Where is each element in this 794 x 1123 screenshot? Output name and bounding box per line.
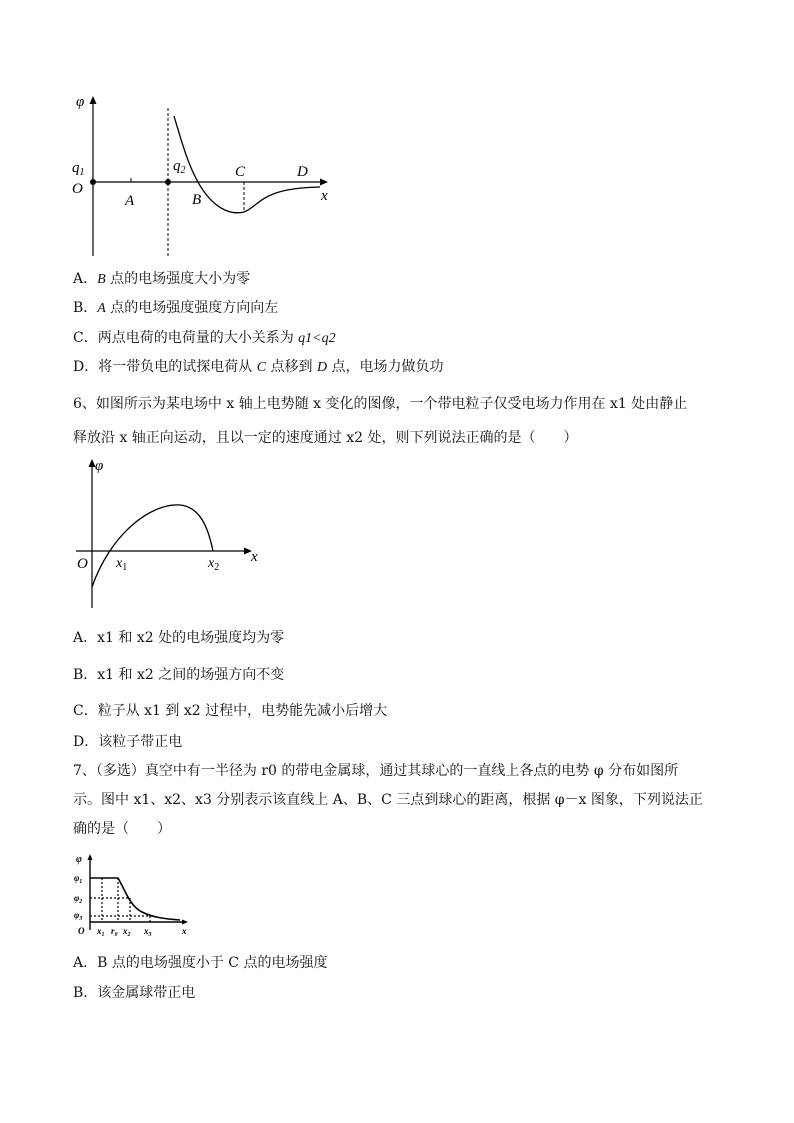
q5-option-d: D．将一带负电的试探电荷从 C 点移到 D 点，电场力做负功 bbox=[73, 359, 444, 375]
figure-3-potential-graph bbox=[72, 850, 197, 940]
phi-axis-label: φ bbox=[76, 854, 82, 865]
q6-option-c: C．粒子从 x1 到 x2 过程中，电势能先减小后增大 bbox=[73, 703, 388, 719]
q6-option-d: D．该粒子带正电 bbox=[73, 734, 183, 750]
figure-1-potential-graph bbox=[60, 88, 350, 263]
x-axis-label: x bbox=[321, 188, 328, 204]
figure-2-potential-graph bbox=[70, 455, 270, 615]
x2-label: $x_2$ bbox=[123, 926, 131, 938]
D-label: D bbox=[297, 164, 308, 180]
potential-curve bbox=[92, 505, 213, 587]
x-axis-label: x bbox=[251, 549, 258, 565]
y-axis-arrow bbox=[90, 96, 97, 104]
q6-stem-line-2: 释放沿 x 轴正向运动，且以一定的速度通过 x2 处，则下列说法正确的是（ ） bbox=[73, 430, 578, 446]
phi1-label: $\varphi_1$ bbox=[74, 873, 83, 885]
q6-option-b: B．x1 和 x2 之间的场强方向不变 bbox=[73, 667, 285, 683]
q6-option-a: A．x1 和 x2 处的电场强度均为零 bbox=[73, 630, 285, 646]
B-label: B bbox=[192, 192, 202, 208]
q7-option-a: A．B 点的电场强度小于 C 点的电场强度 bbox=[73, 955, 328, 971]
origin-label: O bbox=[78, 926, 85, 936]
x1-label: $x_1$ bbox=[97, 926, 105, 938]
x-axis-arrow bbox=[320, 179, 328, 186]
phi3-label: $\varphi_3$ bbox=[74, 910, 83, 922]
r0-label: $r_0$ bbox=[111, 926, 118, 938]
q7-stem-line-1: 7、（多选）真空中有一半径为 r0 的带电金属球，通过其球心的一直线上各点的电势 φ 分布如图所 bbox=[73, 763, 679, 779]
q7-stem-line-2: 示。图中 x1、x2、x3 分别表示该直线上 A、B、C 三点到球心的距离，根据 φ－x 图象，下列说法正 bbox=[73, 792, 703, 808]
x1-label: $x_1$ bbox=[116, 556, 128, 573]
q5-option-a: A．B 点的电场强度大小为零 bbox=[73, 271, 251, 287]
x-axis-arrow bbox=[182, 920, 188, 925]
q1-charge-dot bbox=[90, 179, 96, 185]
phi2-label: $\varphi_2$ bbox=[74, 893, 83, 905]
x-axis-label: x bbox=[182, 926, 187, 936]
phi-axis-label: φ bbox=[95, 458, 104, 474]
q6-stem-line-1: 6、如图所示为某电场中 x 轴上电势随 x 变化的图像，一个带电粒子仅受电场力作用在 x1 处由静止 bbox=[73, 396, 688, 412]
q1-label: $q_1$ bbox=[72, 160, 85, 178]
x2-label: $x_2$ bbox=[208, 556, 220, 573]
y-axis-arrow bbox=[88, 854, 93, 860]
q2-label: $q_2$ bbox=[173, 158, 186, 176]
q7-option-b: B．该金属球带正电 bbox=[73, 985, 196, 1001]
C-label: C bbox=[235, 164, 246, 180]
q7-stem-line-3: 确的是（ ） bbox=[73, 821, 171, 837]
A-label: A bbox=[125, 193, 135, 209]
origin-label: O bbox=[77, 556, 88, 572]
q2-charge-dot bbox=[165, 179, 171, 185]
x3-label: $x_3$ bbox=[144, 926, 152, 938]
q5-option-b: B．A 点的电场强度强度方向向左 bbox=[73, 300, 279, 316]
origin-label: O bbox=[72, 181, 83, 197]
q5-option-c: C．两点电荷的电荷量的大小关系为 q1<q2 bbox=[73, 330, 336, 346]
potential-curve bbox=[90, 878, 180, 920]
phi-axis-label: φ bbox=[76, 94, 85, 110]
